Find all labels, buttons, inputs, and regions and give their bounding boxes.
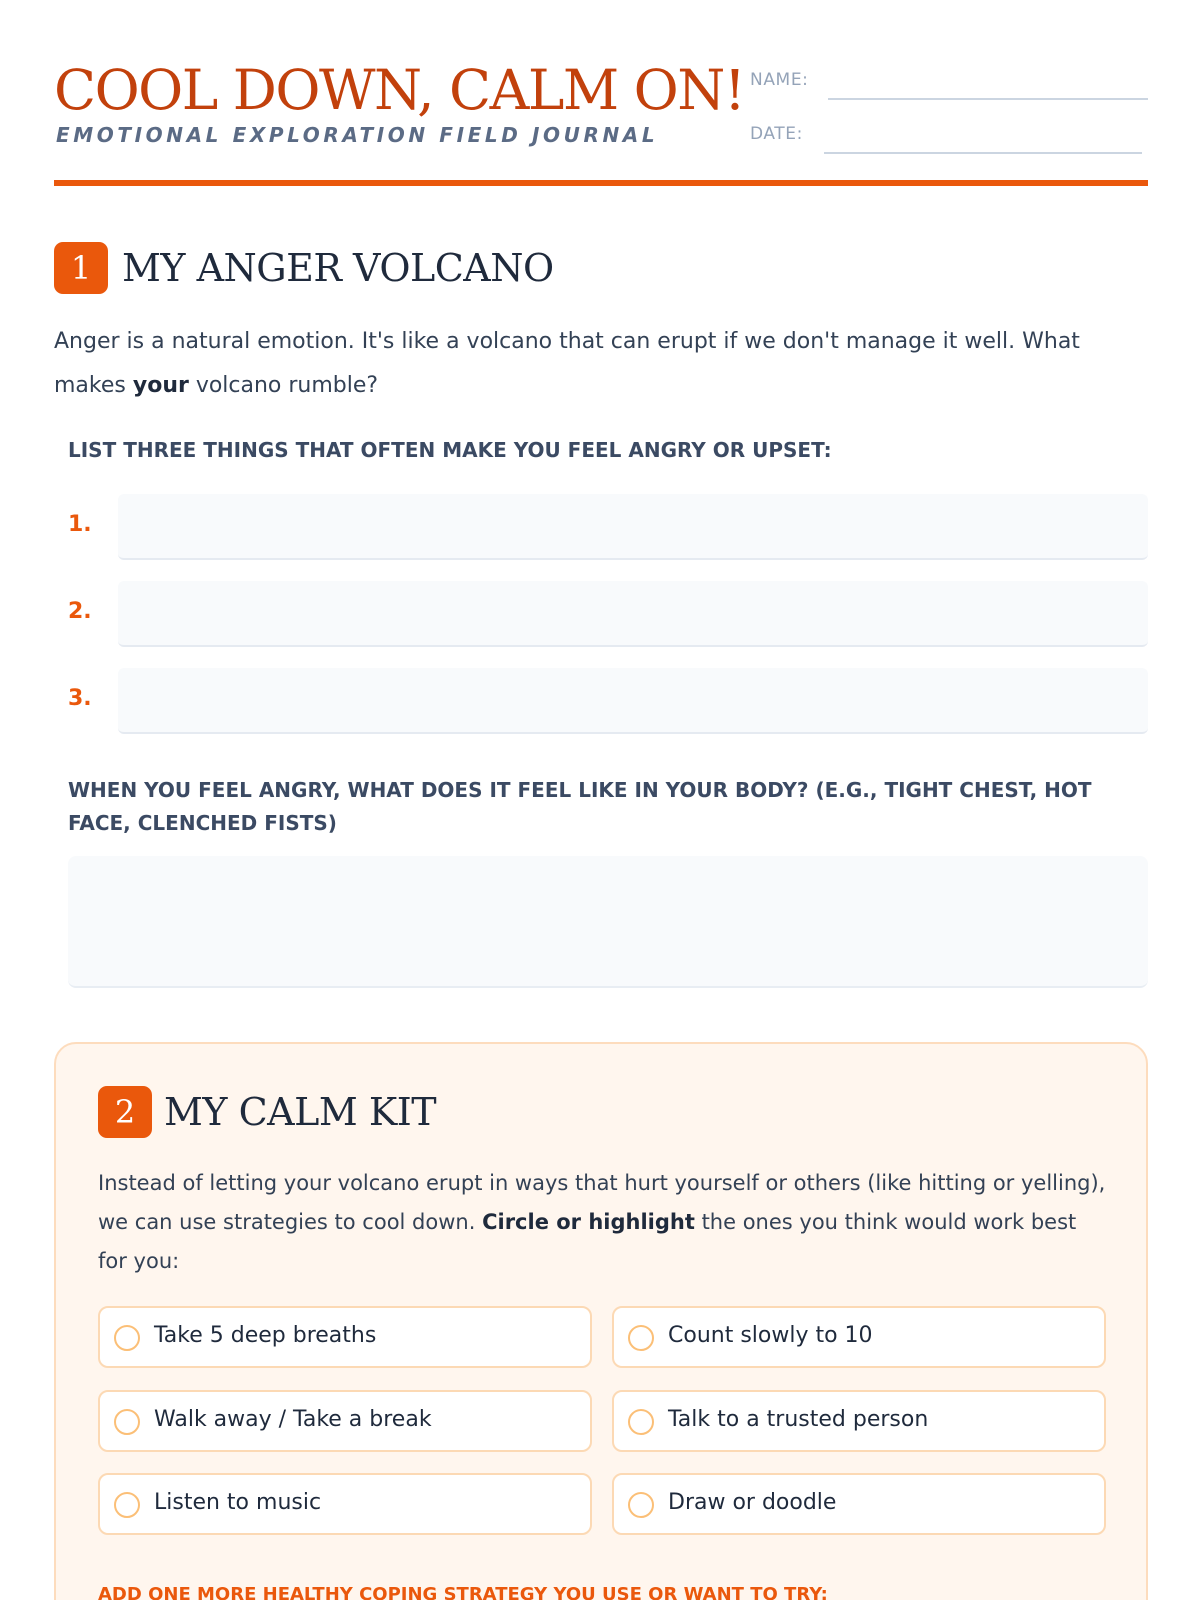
- list-number: 1.: [68, 512, 92, 537]
- section-1-title: MY ANGER VOLCANO: [122, 246, 554, 290]
- radio-circle-icon[interactable]: [114, 1325, 140, 1351]
- section-1-number-badge: 1: [54, 242, 108, 294]
- name-label: NAME:: [750, 70, 809, 90]
- strategy-label: Listen to music: [154, 1490, 322, 1515]
- strategy-option-draw-doodle[interactable]: [612, 1473, 1106, 1535]
- section-2-intro-end: the ones you think would work best for you:: [98, 1210, 1077, 1273]
- worksheet-title: COOL DOWN, CALM ON!: [54, 58, 745, 122]
- header-divider: [54, 180, 1148, 186]
- name-field[interactable]: [750, 68, 1148, 98]
- date-line[interactable]: [824, 152, 1142, 154]
- radio-circle-icon[interactable]: [114, 1492, 140, 1518]
- radio-circle-icon[interactable]: [628, 1325, 654, 1351]
- strategy-label: Talk to a trusted person: [668, 1407, 929, 1432]
- strategy-label: Draw or doodle: [668, 1490, 837, 1515]
- date-field[interactable]: [750, 122, 1148, 152]
- list-item: [54, 581, 1148, 647]
- strategy-option-count-to-10[interactable]: [612, 1306, 1106, 1368]
- list-number: 2.: [68, 599, 92, 624]
- worksheet-page: [54, 0, 1148, 1600]
- anger-triggers-prompt: LIST THREE THINGS THAT OFTEN MAKE YOU FEEL ANGRY OR UPSET:: [68, 438, 832, 462]
- worksheet-subtitle: EMOTIONAL EXPLORATION FIELD JOURNAL: [56, 123, 659, 147]
- trigger-answer-field-1[interactable]: [118, 494, 1148, 560]
- name-line[interactable]: [828, 98, 1148, 100]
- section-1-intro-text: Anger is a natural emotion. It's like a volcano that can erupt if we don't manage it well. What makes: [54, 329, 1080, 398]
- section-2-title: MY CALM KIT: [164, 1090, 437, 1134]
- strategy-option-deep-breaths[interactable]: [98, 1306, 592, 1368]
- list-item: [54, 494, 1148, 560]
- strategy-label: Take 5 deep breaths: [154, 1323, 377, 1348]
- trigger-answer-field-2[interactable]: [118, 581, 1148, 647]
- worksheet-header: [54, 56, 1148, 186]
- section-1-intro-bold: your: [132, 373, 189, 398]
- list-item: [54, 668, 1148, 734]
- calm-kit-panel: [54, 1042, 1148, 1600]
- strategy-option-walk-away[interactable]: [98, 1390, 592, 1452]
- radio-circle-icon[interactable]: [628, 1409, 654, 1435]
- strategy-option-talk-to-person[interactable]: [612, 1390, 1106, 1452]
- body-feelings-answer-field[interactable]: [68, 856, 1148, 988]
- section-2-intro-text: Instead of letting your volcano erupt in ways that hurt yourself or others (like hitting or yelling), we can use strategies to cool down.: [98, 1171, 1106, 1234]
- section-1-intro: [54, 320, 1148, 408]
- section-2-number-badge: 2: [98, 1086, 152, 1138]
- section-2-intro: [98, 1164, 1108, 1281]
- add-strategy-prompt: ADD ONE MORE HEALTHY COPING STRATEGY YOU USE OR WANT TO TRY:: [98, 1584, 828, 1600]
- section-2-intro-bold: Circle or highlight: [482, 1210, 695, 1234]
- strategy-label: Count slowly to 10: [668, 1323, 873, 1348]
- radio-circle-icon[interactable]: [628, 1492, 654, 1518]
- strategy-label: Walk away / Take a break: [154, 1407, 432, 1432]
- date-label: DATE:: [750, 124, 803, 144]
- strategy-option-listen-music[interactable]: [98, 1473, 592, 1535]
- body-feelings-prompt: WHEN YOU FEEL ANGRY, WHAT DOES IT FEEL LIKE IN YOUR BODY? (E.G., TIGHT CHEST, HOT FACE, CLENCHED FISTS): [68, 778, 1092, 835]
- section-1-intro-end: volcano rumble?: [188, 373, 379, 398]
- list-number: 3.: [68, 686, 92, 711]
- radio-circle-icon[interactable]: [114, 1409, 140, 1435]
- trigger-answer-field-3[interactable]: [118, 668, 1148, 734]
